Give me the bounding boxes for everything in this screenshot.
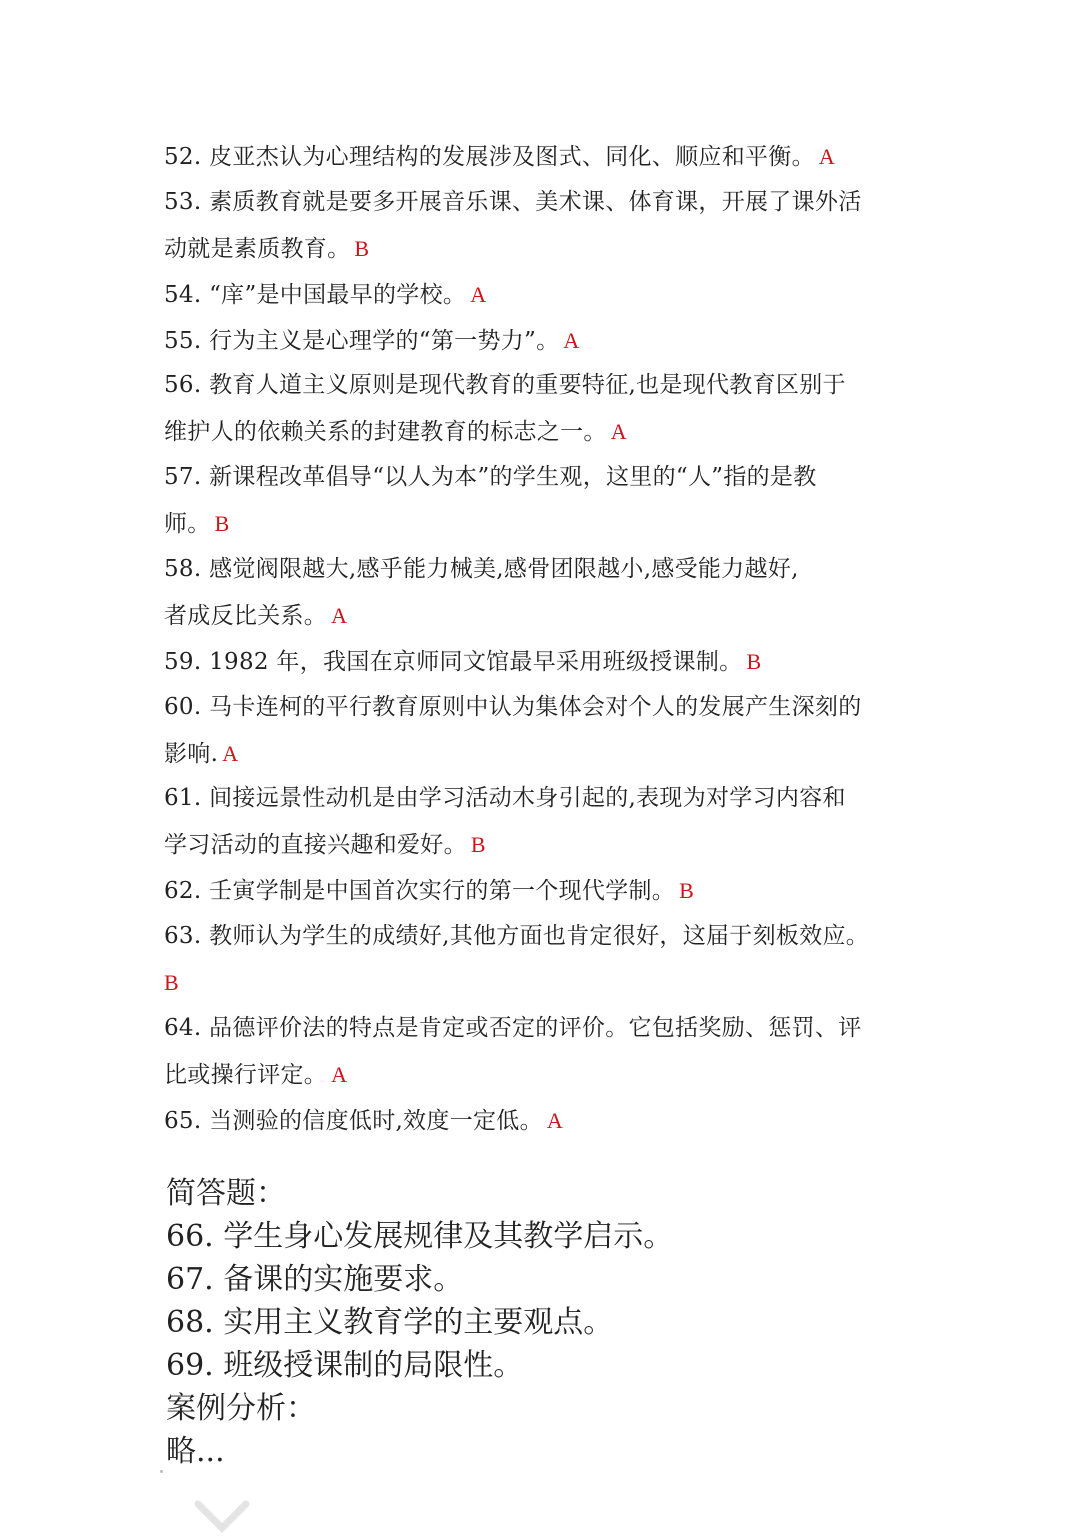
question-text: 52. 皮亚杰认为心理结构的发展涉及图式、同化、顺应和平衡。 — [164, 144, 815, 170]
question-text: 动就是素质教育。 — [164, 235, 351, 262]
stray-dot — [160, 1470, 163, 1473]
question-continuation-line — [164, 1052, 924, 1098]
question-line — [164, 318, 924, 364]
answer-label: B — [354, 235, 370, 261]
question-continuation-line — [164, 409, 924, 455]
short-answer-item: 68. 实用主义教育学的主要观点。 — [166, 1305, 614, 1340]
answer-label: A — [546, 1107, 564, 1133]
question-text: 65. 当测验的信度低时,效度一定低。 — [164, 1107, 543, 1134]
question-text: 62. 壬寅学制是中国首次实行的第一个现代学制。 — [164, 878, 676, 905]
question-text: 58. 感觉阀限越大,感乎能力械美,感骨团限越小,感受能力越好, — [164, 556, 799, 583]
question-text: 61. 间接远景性动机是由学习活动木身引起的,表现为对学习内容和 — [164, 785, 846, 812]
question-text: 影响. — [164, 740, 219, 767]
answer-label: A — [331, 1061, 348, 1087]
short-answer-heading: 简答题： — [166, 1176, 286, 1211]
short-answer-item: 66. 学生身心发展规律及其教学启示。 — [166, 1219, 674, 1254]
question-text: 学习活动的直接兴趣和爱好。 — [164, 832, 467, 859]
short-answer-section — [166, 1172, 966, 1473]
question-line — [164, 868, 924, 914]
case-analysis-content: 略... — [166, 1434, 225, 1469]
question-text: 60. 马卡连柯的平行教育原则中认为集体会对个人的发展产生深刻的 — [164, 693, 862, 720]
question-line — [164, 639, 924, 685]
answer-label: A — [222, 740, 239, 766]
question-text: 师。 — [164, 511, 211, 538]
short-answer-item: 67. 备课的实施要求。 — [166, 1262, 464, 1297]
answer-label: B — [746, 648, 762, 674]
question-text: 者成反比关系。 — [164, 602, 328, 629]
question-continuation-line — [164, 501, 924, 547]
case-analysis-heading: 案例分析： — [166, 1391, 316, 1426]
answer-label: B — [679, 878, 695, 904]
question-line — [164, 180, 924, 226]
question-text: 59. 1982 年，我国在京师同文馆最早采用班级授课制。 — [164, 648, 743, 675]
short-answer-item: 69. 班级授课制的局限性。 — [166, 1348, 524, 1383]
question-text: 比或操行评定。 — [164, 1061, 328, 1088]
chevron-down-icon — [194, 1498, 254, 1538]
question-line — [164, 455, 924, 501]
question-continuation-line — [164, 226, 924, 272]
true-false-question-list — [164, 134, 924, 1144]
question-line — [164, 914, 924, 960]
answer-label: B — [214, 511, 230, 537]
question-text: 55. 行为主义是心理学的“第一势力”。 — [164, 327, 560, 354]
question-continuation-line — [164, 822, 924, 868]
answer-label: A — [563, 327, 580, 353]
answer-label: B — [470, 832, 486, 858]
answer-label: A — [610, 419, 627, 445]
question-line — [164, 134, 924, 180]
question-continuation-line — [164, 960, 924, 1006]
question-text: 53. 素质教育就是要多开展音乐课、美术课、体育课，开展了课外活 — [164, 188, 862, 215]
question-text: 54. “庠”是中国最早的学校。 — [164, 281, 467, 308]
question-continuation-line — [164, 593, 924, 639]
question-continuation-line — [164, 731, 924, 777]
question-text: 56. 教育人道主义原则是现代教育的重要特征,也是现代教育区别于 — [164, 372, 846, 399]
answer-label: A — [331, 602, 348, 628]
question-line — [164, 272, 924, 318]
question-line — [164, 1006, 924, 1052]
question-line — [164, 685, 924, 731]
question-line — [164, 776, 924, 822]
question-text: 57. 新课程改革倡导“以人为本”的学生观，这里的“人”指的是教 — [164, 464, 817, 491]
answer-label: B — [164, 970, 179, 996]
question-text: 64. 品德评价法的特点是肯定或否定的评价。它包括奖励、惩罚、评 — [164, 1014, 862, 1041]
question-line — [164, 363, 924, 409]
question-text: 维护人的依赖关系的封建教育的标志之一。 — [164, 419, 607, 446]
question-line — [164, 547, 924, 593]
question-line — [164, 1098, 924, 1144]
answer-label: A — [818, 144, 836, 169]
question-text: 63. 教师认为学生的成绩好,其他方面也肯定很好，这届于刻板效应。 — [164, 923, 870, 950]
answer-label: A — [470, 281, 487, 307]
